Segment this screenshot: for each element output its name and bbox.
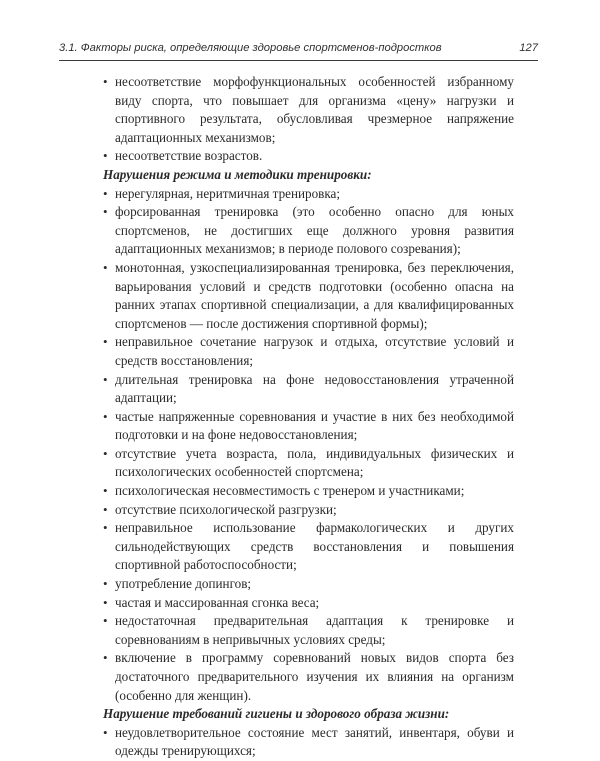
list-item: • неправильное сочетание нагрузок и отдыха, отсутствие условий и средств восстановления;: [103, 333, 514, 370]
body-text: [103, 73, 514, 761]
list-item: • психологическая несовместимость с тренером и участниками;: [103, 482, 514, 501]
list-item: • неправильное использование фармакологических и других сильнодействующих средств восстановления и повышения спортивной работоспособности;: [103, 519, 514, 575]
list-item: • несоответствие возрастов.: [103, 147, 514, 166]
list-item: • неудовлетворительное состояние мест занятий, инвентаря, обуви и одежды тренирующихся;: [103, 724, 514, 761]
list-item: • несоответствие морфофункциональных особенностей избранному виду спорта, что повышает для организма «цену» нагрузки и спортивного результата, обусловливая чрезмерное напряжение адаптационных механизмов;: [103, 73, 514, 147]
list-item: • недостаточная предварительная адаптация к тренировке и соревнованиям в непривычных условиях среды;: [103, 612, 514, 649]
list-item: • форсированная тренировка (это особенно опасно для юных спортсменов, не достигших еще должного уровня развития адаптационных механизмов; в периоде полового созревания);: [103, 203, 514, 259]
bullet-list-hygiene: [103, 724, 514, 761]
list-item: • монотонная, узкоспециализированная тренировка, без переключения, варьирования условий и средств подготовки (особенно опасна на ранних этапах спортивной специализации, а для квалифицированных спортсменов — после достижения спортивной формы);: [103, 259, 514, 333]
list-item: • отсутствие психологической разгрузки;: [103, 501, 514, 520]
subheading-hygiene: Нарушение требований гигиены и здорового образа жизни:: [103, 706, 450, 722]
list-item: • нерегулярная, неритмичная тренировка;: [103, 185, 514, 204]
bullet-list-training: [103, 185, 514, 706]
list-item: • отсутствие учета возраста, пола, индивидуальных физических и психологических особенностей спортсмена;: [103, 445, 514, 482]
running-header: [59, 42, 538, 54]
list-item: • употребление допингов;: [103, 575, 514, 594]
section-title: 3.1. Факторы риска, определяющие здоровье спортсменов-подростков: [59, 42, 442, 54]
bullet-list-morphology: [103, 73, 514, 166]
header-rule: [59, 60, 538, 61]
subheading-training-regime: Нарушения режима и методики тренировки:: [103, 166, 372, 182]
list-item: • длительная тренировка на фоне недовосстановления утраченной адаптации;: [103, 371, 514, 408]
list-item: • частые напряженные соревнования и участие в них без необходимой подготовки и на фоне недовосстановления;: [103, 408, 514, 445]
list-item: • частая и массированная сгонка веса;: [103, 594, 514, 613]
list-item: • включение в программу соревнований новых видов спорта без достаточного предварительного изучения их влияния на организм (особенно для женщин).: [103, 649, 514, 705]
page-number: 127: [519, 42, 538, 54]
